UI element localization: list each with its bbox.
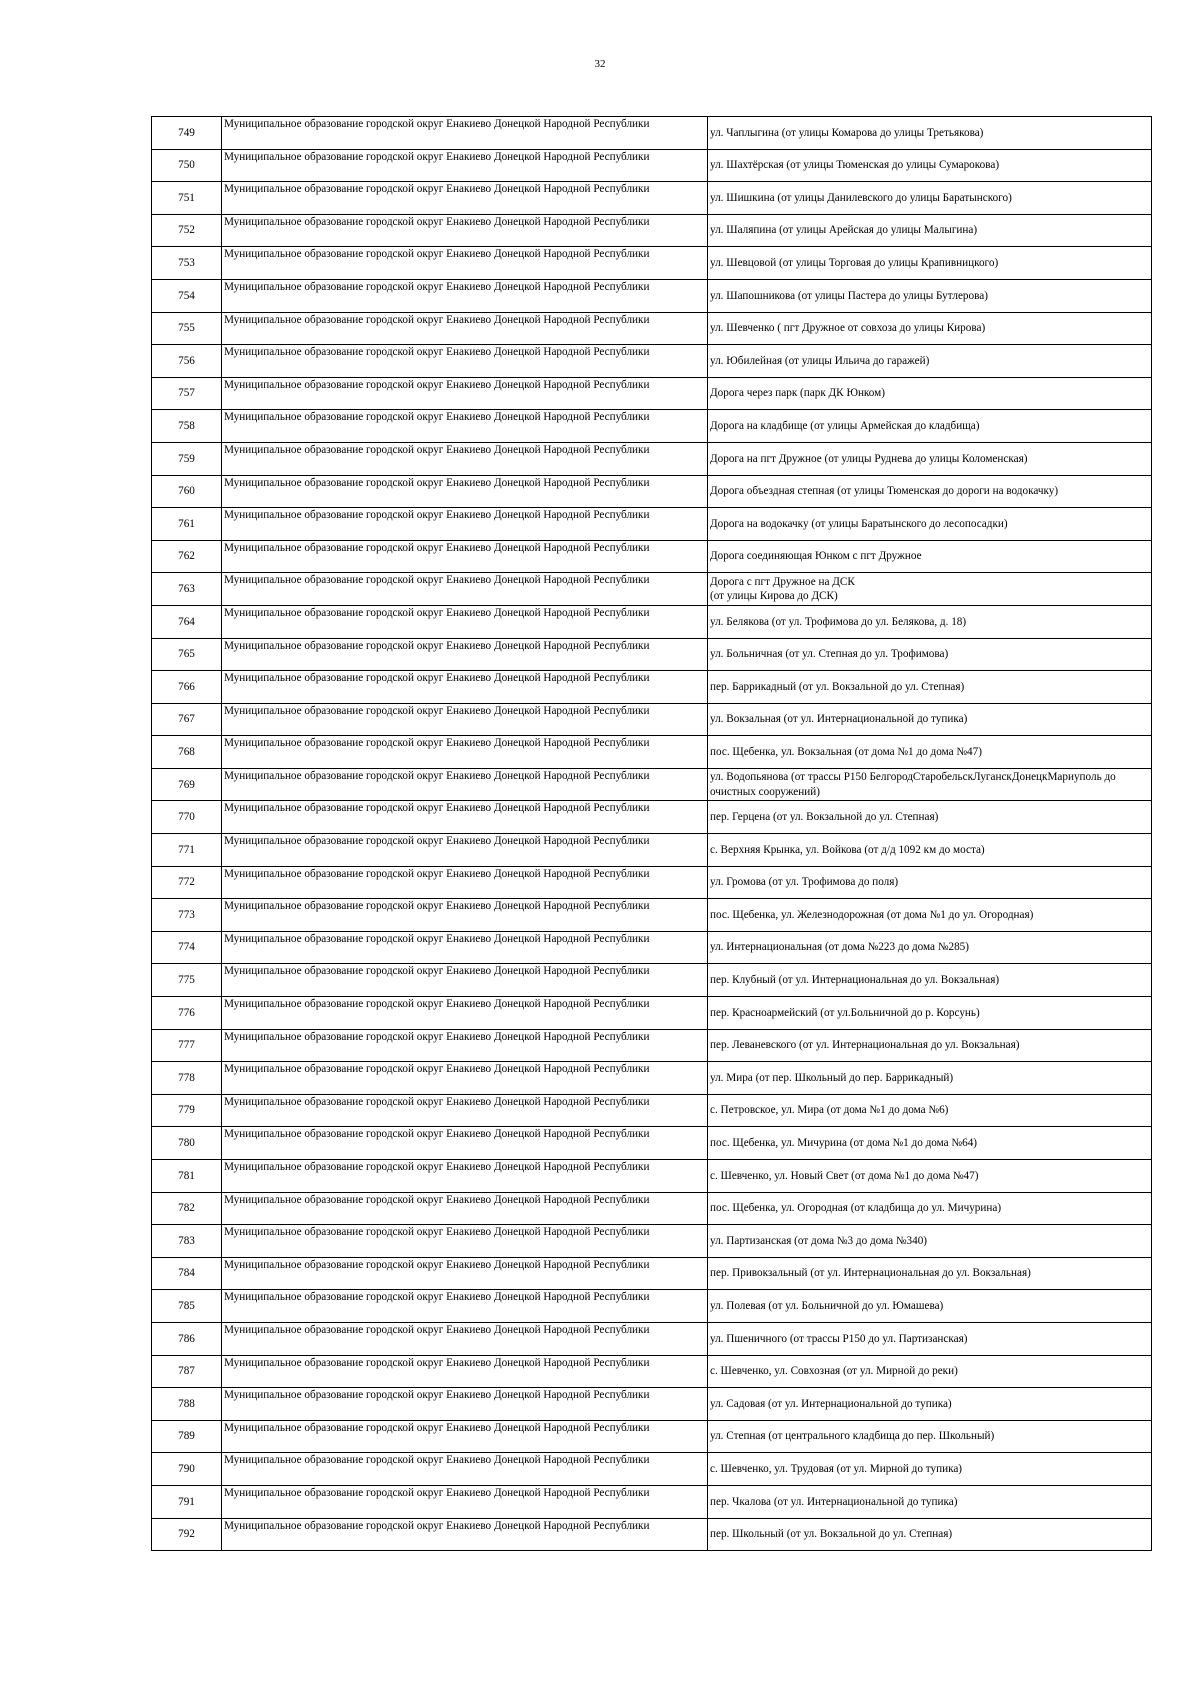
- table-row: [152, 475, 1152, 508]
- municipality-cell: Муниципальное образование городской округ Енакиево Донецкой Народной Республики: [222, 1485, 708, 1518]
- table-row: [152, 638, 1152, 671]
- municipality-cell: Муниципальное образование городской округ Енакиево Донецкой Народной Республики: [222, 1290, 708, 1323]
- row-number-cell: 758: [152, 410, 222, 443]
- road-description-cell: Дорога на пгт Дружное (от улицы Руднева до улицы Коломенская): [708, 442, 1152, 475]
- row-number-cell: 779: [152, 1094, 222, 1127]
- table-row: [152, 345, 1152, 378]
- road-description-cell: ул. Интернациональная (от дома №223 до дома №285): [708, 931, 1152, 964]
- row-number-cell: 790: [152, 1453, 222, 1486]
- road-description-cell: ул. Белякова (от ул. Трофимова до ул. Белякова, д. 18): [708, 605, 1152, 638]
- municipality-cell: Муниципальное образование городской округ Енакиево Донецкой Народной Республики: [222, 931, 708, 964]
- row-number-cell: 749: [152, 117, 222, 150]
- road-description-cell: ул. Вокзальная (от ул. Интернациональной до тупика): [708, 703, 1152, 736]
- road-description-cell: пер. Леваневского (от ул. Интернациональная до ул. Вокзальная): [708, 1029, 1152, 1062]
- municipality-cell: Муниципальное образование городской округ Енакиево Донецкой Народной Республики: [222, 117, 708, 150]
- road-description-cell: пер. Герцена (от ул. Вокзальной до ул. Степная): [708, 801, 1152, 834]
- table-row: [152, 931, 1152, 964]
- table-row: [152, 377, 1152, 410]
- row-number-cell: 754: [152, 279, 222, 312]
- road-description-cell: ул. Шапошникова (от улицы Пастера до улицы Бутлерова): [708, 279, 1152, 312]
- table-row: [152, 605, 1152, 638]
- municipality-cell: Муниципальное образование городской округ Енакиево Донецкой Народной Республики: [222, 1322, 708, 1355]
- row-number-cell: 787: [152, 1355, 222, 1388]
- table-row: [152, 964, 1152, 997]
- municipality-cell: Муниципальное образование городской округ Енакиево Донецкой Народной Республики: [222, 1518, 708, 1551]
- table-row: [152, 1094, 1152, 1127]
- row-number-cell: 761: [152, 508, 222, 541]
- municipality-cell: Муниципальное образование городской округ Енакиево Донецкой Народной Республики: [222, 605, 708, 638]
- table-row: [152, 214, 1152, 247]
- municipality-cell: Муниципальное образование городской округ Енакиево Донецкой Народной Республики: [222, 573, 708, 606]
- table-row: [152, 1322, 1152, 1355]
- table-row: [152, 540, 1152, 573]
- municipality-cell: Муниципальное образование городской округ Енакиево Донецкой Народной Республики: [222, 247, 708, 280]
- municipality-cell: Муниципальное образование городской округ Енакиево Донецкой Народной Республики: [222, 312, 708, 345]
- road-description-cell: с. Верхняя Крынка, ул. Войкова (от д/д 1092 км до моста): [708, 834, 1152, 867]
- row-number-cell: 780: [152, 1127, 222, 1160]
- table-row: [152, 1453, 1152, 1486]
- municipality-cell: Муниципальное образование городской округ Енакиево Донецкой Народной Республики: [222, 638, 708, 671]
- road-description-cell: ул. Мира (от пер. Школьный до пер. Баррикадный): [708, 1062, 1152, 1095]
- road-description-cell: с. Петровское, ул. Мира (от дома №1 до дома №6): [708, 1094, 1152, 1127]
- table-row: [152, 247, 1152, 280]
- municipality-cell: Муниципальное образование городской округ Енакиево Донецкой Народной Республики: [222, 1127, 708, 1160]
- table-row: [152, 899, 1152, 932]
- road-description-cell: с. Шевченко, ул. Новый Свет (от дома №1 до дома №47): [708, 1160, 1152, 1193]
- road-description-cell: Дорога с пгт Дружное на ДСК (от улицы Кирова до ДСК): [708, 573, 1152, 606]
- road-description-cell: ул. Садовая (от ул. Интернациональной до тупика): [708, 1388, 1152, 1421]
- row-number-cell: 791: [152, 1485, 222, 1518]
- row-number-cell: 774: [152, 931, 222, 964]
- row-number-cell: 760: [152, 475, 222, 508]
- table-row: [152, 1160, 1152, 1193]
- row-number-cell: 785: [152, 1290, 222, 1323]
- table-row: [152, 1257, 1152, 1290]
- road-description-cell: Дорога объездная степная (от улицы Тюменская до дороги на водокачку): [708, 475, 1152, 508]
- municipality-cell: Муниципальное образование городской округ Енакиево Донецкой Народной Республики: [222, 149, 708, 182]
- row-number-cell: 764: [152, 605, 222, 638]
- municipality-cell: Муниципальное образование городской округ Енакиево Донецкой Народной Республики: [222, 736, 708, 769]
- row-number-cell: 753: [152, 247, 222, 280]
- row-number-cell: 771: [152, 834, 222, 867]
- row-number-cell: 757: [152, 377, 222, 410]
- municipality-cell: Муниципальное образование городской округ Енакиево Донецкой Народной Республики: [222, 442, 708, 475]
- table-row: [152, 442, 1152, 475]
- municipality-cell: Муниципальное образование городской округ Енакиево Донецкой Народной Республики: [222, 214, 708, 247]
- row-number-cell: 756: [152, 345, 222, 378]
- municipality-cell: Муниципальное образование городской округ Енакиево Донецкой Народной Республики: [222, 1029, 708, 1062]
- road-description-cell: пос. Щебенка, ул. Огородная (от кладбища до ул. Мичурина): [708, 1192, 1152, 1225]
- municipality-cell: Муниципальное образование городской округ Енакиево Донецкой Народной Республики: [222, 475, 708, 508]
- row-number-cell: 781: [152, 1160, 222, 1193]
- road-description-cell: пер. Школьный (от ул. Вокзальной до ул. Степная): [708, 1518, 1152, 1551]
- row-number-cell: 782: [152, 1192, 222, 1225]
- row-number-cell: 783: [152, 1225, 222, 1258]
- road-description-cell: пос. Щебенка, ул. Железнодорожная (от дома №1 до ул. Огородная): [708, 899, 1152, 932]
- table-row: [152, 573, 1152, 606]
- row-number-cell: 770: [152, 801, 222, 834]
- table-row: [152, 1355, 1152, 1388]
- municipality-cell: Муниципальное образование городской округ Енакиево Донецкой Народной Республики: [222, 703, 708, 736]
- table-row: [152, 736, 1152, 769]
- row-number-cell: 775: [152, 964, 222, 997]
- table-row: [152, 312, 1152, 345]
- table-row: [152, 117, 1152, 150]
- road-description-cell: ул. Полевая (от ул. Больничной до ул. Юмашева): [708, 1290, 1152, 1323]
- table-row: [152, 182, 1152, 215]
- row-number-cell: 778: [152, 1062, 222, 1095]
- road-description-cell: ул. Громова (от ул. Трофимова до поля): [708, 866, 1152, 899]
- municipality-cell: Муниципальное образование городской округ Енакиево Донецкой Народной Республики: [222, 801, 708, 834]
- row-number-cell: 792: [152, 1518, 222, 1551]
- table-row: [152, 508, 1152, 541]
- table-row: [152, 1062, 1152, 1095]
- row-number-cell: 767: [152, 703, 222, 736]
- road-description-cell: Дорога на водокачку (от улицы Баратынского до лесопосадки): [708, 508, 1152, 541]
- table-row: [152, 1127, 1152, 1160]
- table-row: [152, 1029, 1152, 1062]
- municipality-cell: Муниципальное образование городской округ Енакиево Донецкой Народной Республики: [222, 768, 708, 801]
- table-row: [152, 149, 1152, 182]
- road-description-cell: пос. Щебенка, ул. Мичурина (от дома №1 до дома №64): [708, 1127, 1152, 1160]
- municipality-cell: Муниципальное образование городской округ Енакиево Донецкой Народной Республики: [222, 1453, 708, 1486]
- road-description-cell: с. Шевченко, ул. Трудовая (от ул. Мирной до тупика): [708, 1453, 1152, 1486]
- road-description-cell: ул. Шевченко ( пгт Дружное от совхоза до улицы Кирова): [708, 312, 1152, 345]
- road-description-cell: ул. Шевцовой (от улицы Торговая до улицы Крапивницкого): [708, 247, 1152, 280]
- road-description-cell: пер. Привокзальный (от ул. Интернациональная до ул. Вокзальная): [708, 1257, 1152, 1290]
- row-number-cell: 773: [152, 899, 222, 932]
- road-description-cell: ул. Шахтёрская (от улицы Тюменская до улицы Сумарокова): [708, 149, 1152, 182]
- road-description-cell: ул. Шишкина (от улицы Данилевского до улицы Баратынского): [708, 182, 1152, 215]
- road-description-cell: ул. Шаляпина (от улицы Арейская до улицы Малыгина): [708, 214, 1152, 247]
- table-row: [152, 279, 1152, 312]
- row-number-cell: 752: [152, 214, 222, 247]
- roads-table: [151, 116, 1152, 1551]
- municipality-cell: Муниципальное образование городской округ Енакиево Донецкой Народной Республики: [222, 997, 708, 1030]
- road-description-cell: с. Шевченко, ул. Совхозная (от ул. Мирной до реки): [708, 1355, 1152, 1388]
- table-row: [152, 1192, 1152, 1225]
- road-description-cell: пер. Чкалова (от ул. Интернациональной до тупика): [708, 1485, 1152, 1518]
- table-row: [152, 410, 1152, 443]
- row-number-cell: 759: [152, 442, 222, 475]
- municipality-cell: Муниципальное образование городской округ Енакиево Донецкой Народной Республики: [222, 1257, 708, 1290]
- road-description-cell: пер. Клубный (от ул. Интернациональная до ул. Вокзальная): [708, 964, 1152, 997]
- road-description-cell: ул. Юбилейная (от улицы Ильича до гаражей): [708, 345, 1152, 378]
- row-number-cell: 789: [152, 1420, 222, 1453]
- municipality-cell: Муниципальное образование городской округ Енакиево Донецкой Народной Республики: [222, 540, 708, 573]
- row-number-cell: 766: [152, 671, 222, 704]
- row-number-cell: 776: [152, 997, 222, 1030]
- municipality-cell: Муниципальное образование городской округ Енакиево Донецкой Народной Республики: [222, 866, 708, 899]
- municipality-cell: Муниципальное образование городской округ Енакиево Донецкой Народной Республики: [222, 1420, 708, 1453]
- municipality-cell: Муниципальное образование городской округ Енакиево Донецкой Народной Республики: [222, 410, 708, 443]
- row-number-cell: 763: [152, 573, 222, 606]
- row-number-cell: 777: [152, 1029, 222, 1062]
- municipality-cell: Муниципальное образование городской округ Енакиево Донецкой Народной Республики: [222, 1225, 708, 1258]
- road-description-cell: Дорога соединяющая Юнком с пгт Дружное: [708, 540, 1152, 573]
- municipality-cell: Муниципальное образование городской округ Енакиево Донецкой Народной Республики: [222, 671, 708, 704]
- municipality-cell: Муниципальное образование городской округ Енакиево Донецкой Народной Республики: [222, 899, 708, 932]
- table-row: [152, 1290, 1152, 1323]
- municipality-cell: Муниципальное образование городской округ Енакиево Донецкой Народной Республики: [222, 508, 708, 541]
- row-number-cell: 786: [152, 1322, 222, 1355]
- road-description-cell: ул. Водопьянова (от трассы Р150 БелгородСтаробельскЛуганскДонецкМариуполь до очистных сооружений): [708, 768, 1152, 801]
- road-description-cell: пер. Баррикадный (от ул. Вокзальной до ул. Степная): [708, 671, 1152, 704]
- road-description-cell: ул. Партизанская (от дома №3 до дома №340): [708, 1225, 1152, 1258]
- table-row: [152, 834, 1152, 867]
- row-number-cell: 769: [152, 768, 222, 801]
- municipality-cell: Муниципальное образование городской округ Енакиево Донецкой Народной Республики: [222, 1388, 708, 1421]
- road-description-cell: пер. Красноармейский (от ул.Больничной до р. Корсунь): [708, 997, 1152, 1030]
- table-row: [152, 1225, 1152, 1258]
- road-description-cell: ул. Пшеничного (от трассы Р150 до ул. Партизанская): [708, 1322, 1152, 1355]
- table-row: [152, 1388, 1152, 1421]
- municipality-cell: Муниципальное образование городской округ Енакиево Донецкой Народной Республики: [222, 345, 708, 378]
- table-row: [152, 671, 1152, 704]
- table-row: [152, 1518, 1152, 1551]
- municipality-cell: Муниципальное образование городской округ Енакиево Донецкой Народной Республики: [222, 1355, 708, 1388]
- municipality-cell: Муниципальное образование городской округ Енакиево Донецкой Народной Республики: [222, 964, 708, 997]
- municipality-cell: Муниципальное образование городской округ Енакиево Донецкой Народной Республики: [222, 279, 708, 312]
- municipality-cell: Муниципальное образование городской округ Енакиево Донецкой Народной Республики: [222, 182, 708, 215]
- table-row: [152, 703, 1152, 736]
- road-description-cell: ул. Чаплыгина (от улицы Комарова до улицы Третьякова): [708, 117, 1152, 150]
- table-row: [152, 997, 1152, 1030]
- row-number-cell: 751: [152, 182, 222, 215]
- municipality-cell: Муниципальное образование городской округ Енакиево Донецкой Народной Республики: [222, 834, 708, 867]
- row-number-cell: 750: [152, 149, 222, 182]
- row-number-cell: 772: [152, 866, 222, 899]
- row-number-cell: 768: [152, 736, 222, 769]
- municipality-cell: Муниципальное образование городской округ Енакиево Донецкой Народной Республики: [222, 1062, 708, 1095]
- roads-table-body: [152, 117, 1152, 1551]
- municipality-cell: Муниципальное образование городской округ Енакиево Донецкой Народной Республики: [222, 377, 708, 410]
- table-row: [152, 801, 1152, 834]
- row-number-cell: 784: [152, 1257, 222, 1290]
- municipality-cell: Муниципальное образование городской округ Енакиево Донецкой Народной Республики: [222, 1094, 708, 1127]
- row-number-cell: 788: [152, 1388, 222, 1421]
- table-row: [152, 768, 1152, 801]
- row-number-cell: 762: [152, 540, 222, 573]
- row-number-cell: 755: [152, 312, 222, 345]
- road-description-cell: ул. Больничная (от ул. Степная до ул. Трофимова): [708, 638, 1152, 671]
- municipality-cell: Муниципальное образование городской округ Енакиево Донецкой Народной Республики: [222, 1160, 708, 1193]
- road-description-cell: ул. Степная (от центрального кладбища до пер. Школьный): [708, 1420, 1152, 1453]
- road-description-cell: Дорога на кладбище (от улицы Армейская до кладбища): [708, 410, 1152, 443]
- row-number-cell: 765: [152, 638, 222, 671]
- road-description-cell: пос. Щебенка, ул. Вокзальная (от дома №1 до дома №47): [708, 736, 1152, 769]
- municipality-cell: Муниципальное образование городской округ Енакиево Донецкой Народной Республики: [222, 1192, 708, 1225]
- table-row: [152, 1485, 1152, 1518]
- road-description-cell: Дорога через парк (парк ДК Юнком): [708, 377, 1152, 410]
- table-row: [152, 1420, 1152, 1453]
- page-number: 32: [594, 58, 606, 70]
- table-row: [152, 866, 1152, 899]
